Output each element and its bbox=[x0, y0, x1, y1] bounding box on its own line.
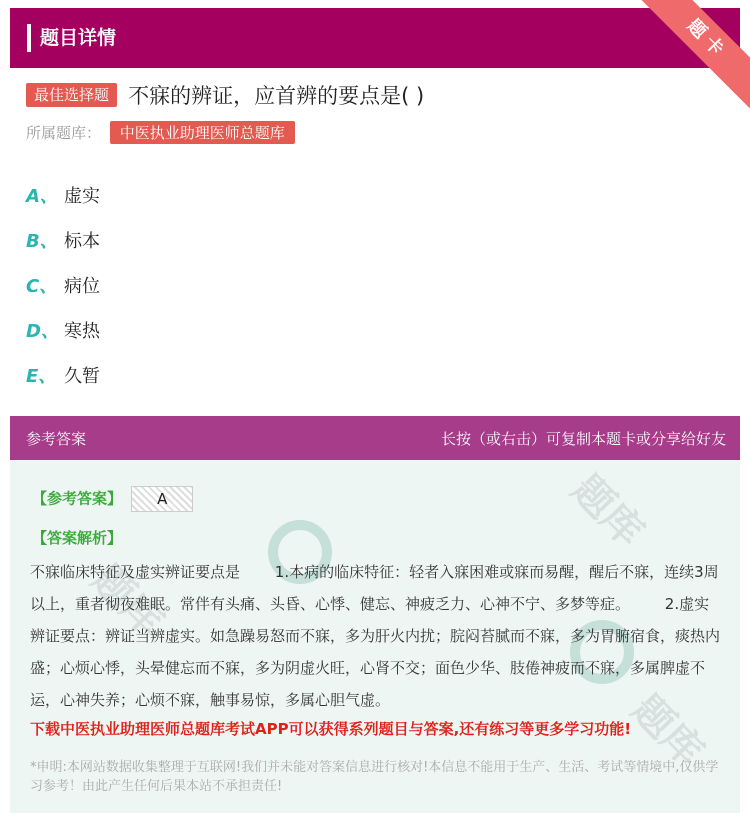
question-block bbox=[26, 80, 726, 110]
option-text: 寒热 bbox=[64, 320, 100, 342]
disclaimer-text: *申明:本网站数据收集整理于互联网!我们并未能对答案信息进行核对!本信息不能用于生产、生活、考试等情境中,仅供学习参考！由此产生任何后果本站不承担责任! bbox=[30, 760, 719, 794]
answer-label: 【参考答案】 bbox=[32, 489, 123, 508]
option-c[interactable] bbox=[26, 262, 100, 307]
watermark-text: 题库 bbox=[82, 556, 173, 646]
options-list bbox=[26, 172, 100, 397]
question-type-badge: 最佳选择题 bbox=[26, 83, 117, 107]
option-a[interactable] bbox=[26, 172, 100, 217]
bank-label: 所属题库： bbox=[26, 124, 102, 142]
option-text: 标本 bbox=[64, 230, 100, 252]
watermark-text: 题库 bbox=[622, 686, 713, 776]
option-e[interactable] bbox=[26, 352, 100, 397]
option-letter: E、 bbox=[26, 365, 57, 387]
page-title: 题目详情 bbox=[40, 27, 117, 49]
option-d[interactable] bbox=[26, 307, 100, 352]
bank-tag[interactable]: 中医执业助理医师总题库 bbox=[110, 121, 295, 144]
analysis-label: 【答案解析】 bbox=[32, 529, 123, 547]
option-letter: D、 bbox=[26, 320, 59, 342]
reference-answer-row bbox=[32, 486, 193, 512]
option-letter: C、 bbox=[26, 275, 58, 297]
question-text: 不寐的辨证，应首辨的要点是( ) bbox=[128, 84, 425, 108]
watermark-text: 题库 bbox=[562, 466, 653, 556]
question-bank-row bbox=[26, 121, 295, 144]
answer-section-title: 参考答案 bbox=[26, 430, 87, 448]
answer-section-body bbox=[10, 460, 740, 813]
page-header bbox=[10, 8, 740, 68]
analysis-text: 不寐临床特征及虚实辨证要点是 1.本病的临床特征：轻者入寐困难或寐而易醒，醒后不寐，连续3周以上，重者彻夜难眠。常伴有头痛、头昏、心悸、健忘、神疲乏力、心神不宁、多梦等症。 2.虚实辨证要点：辨证当辨虚实。如急躁易怒而不寐，多为肝火内扰；脘闷苔腻而不寐，多为胃腑宿食，痰热内盛；心烦心悸，头晕健忘而不寐，多为阴虚火旺，心肾不交；面色少华、肢倦神疲而不寐，多属脾虚不运，心神失养；心烦不寐，触事易惊，多属心胆气虚。 bbox=[30, 563, 721, 709]
option-text: 病位 bbox=[64, 275, 100, 297]
app-promo-link[interactable]: 下载中医执业助理医师总题库考试APP可以获得系列题目与答案,还有练习等更多学习功能! bbox=[30, 720, 632, 738]
answer-image: A bbox=[131, 486, 193, 512]
corner-ribbon: 题卡 bbox=[640, 0, 750, 110]
option-letter: A、 bbox=[26, 185, 58, 207]
header-accent-bar bbox=[27, 24, 31, 52]
option-letter: B、 bbox=[26, 230, 58, 252]
share-hint: 长按（或右击）可复制本题卡或分享给好友 bbox=[440, 430, 726, 448]
option-text: 虚实 bbox=[64, 185, 100, 207]
option-text: 久暂 bbox=[64, 365, 100, 387]
option-b[interactable] bbox=[26, 217, 100, 262]
answer-section-header bbox=[10, 416, 740, 460]
